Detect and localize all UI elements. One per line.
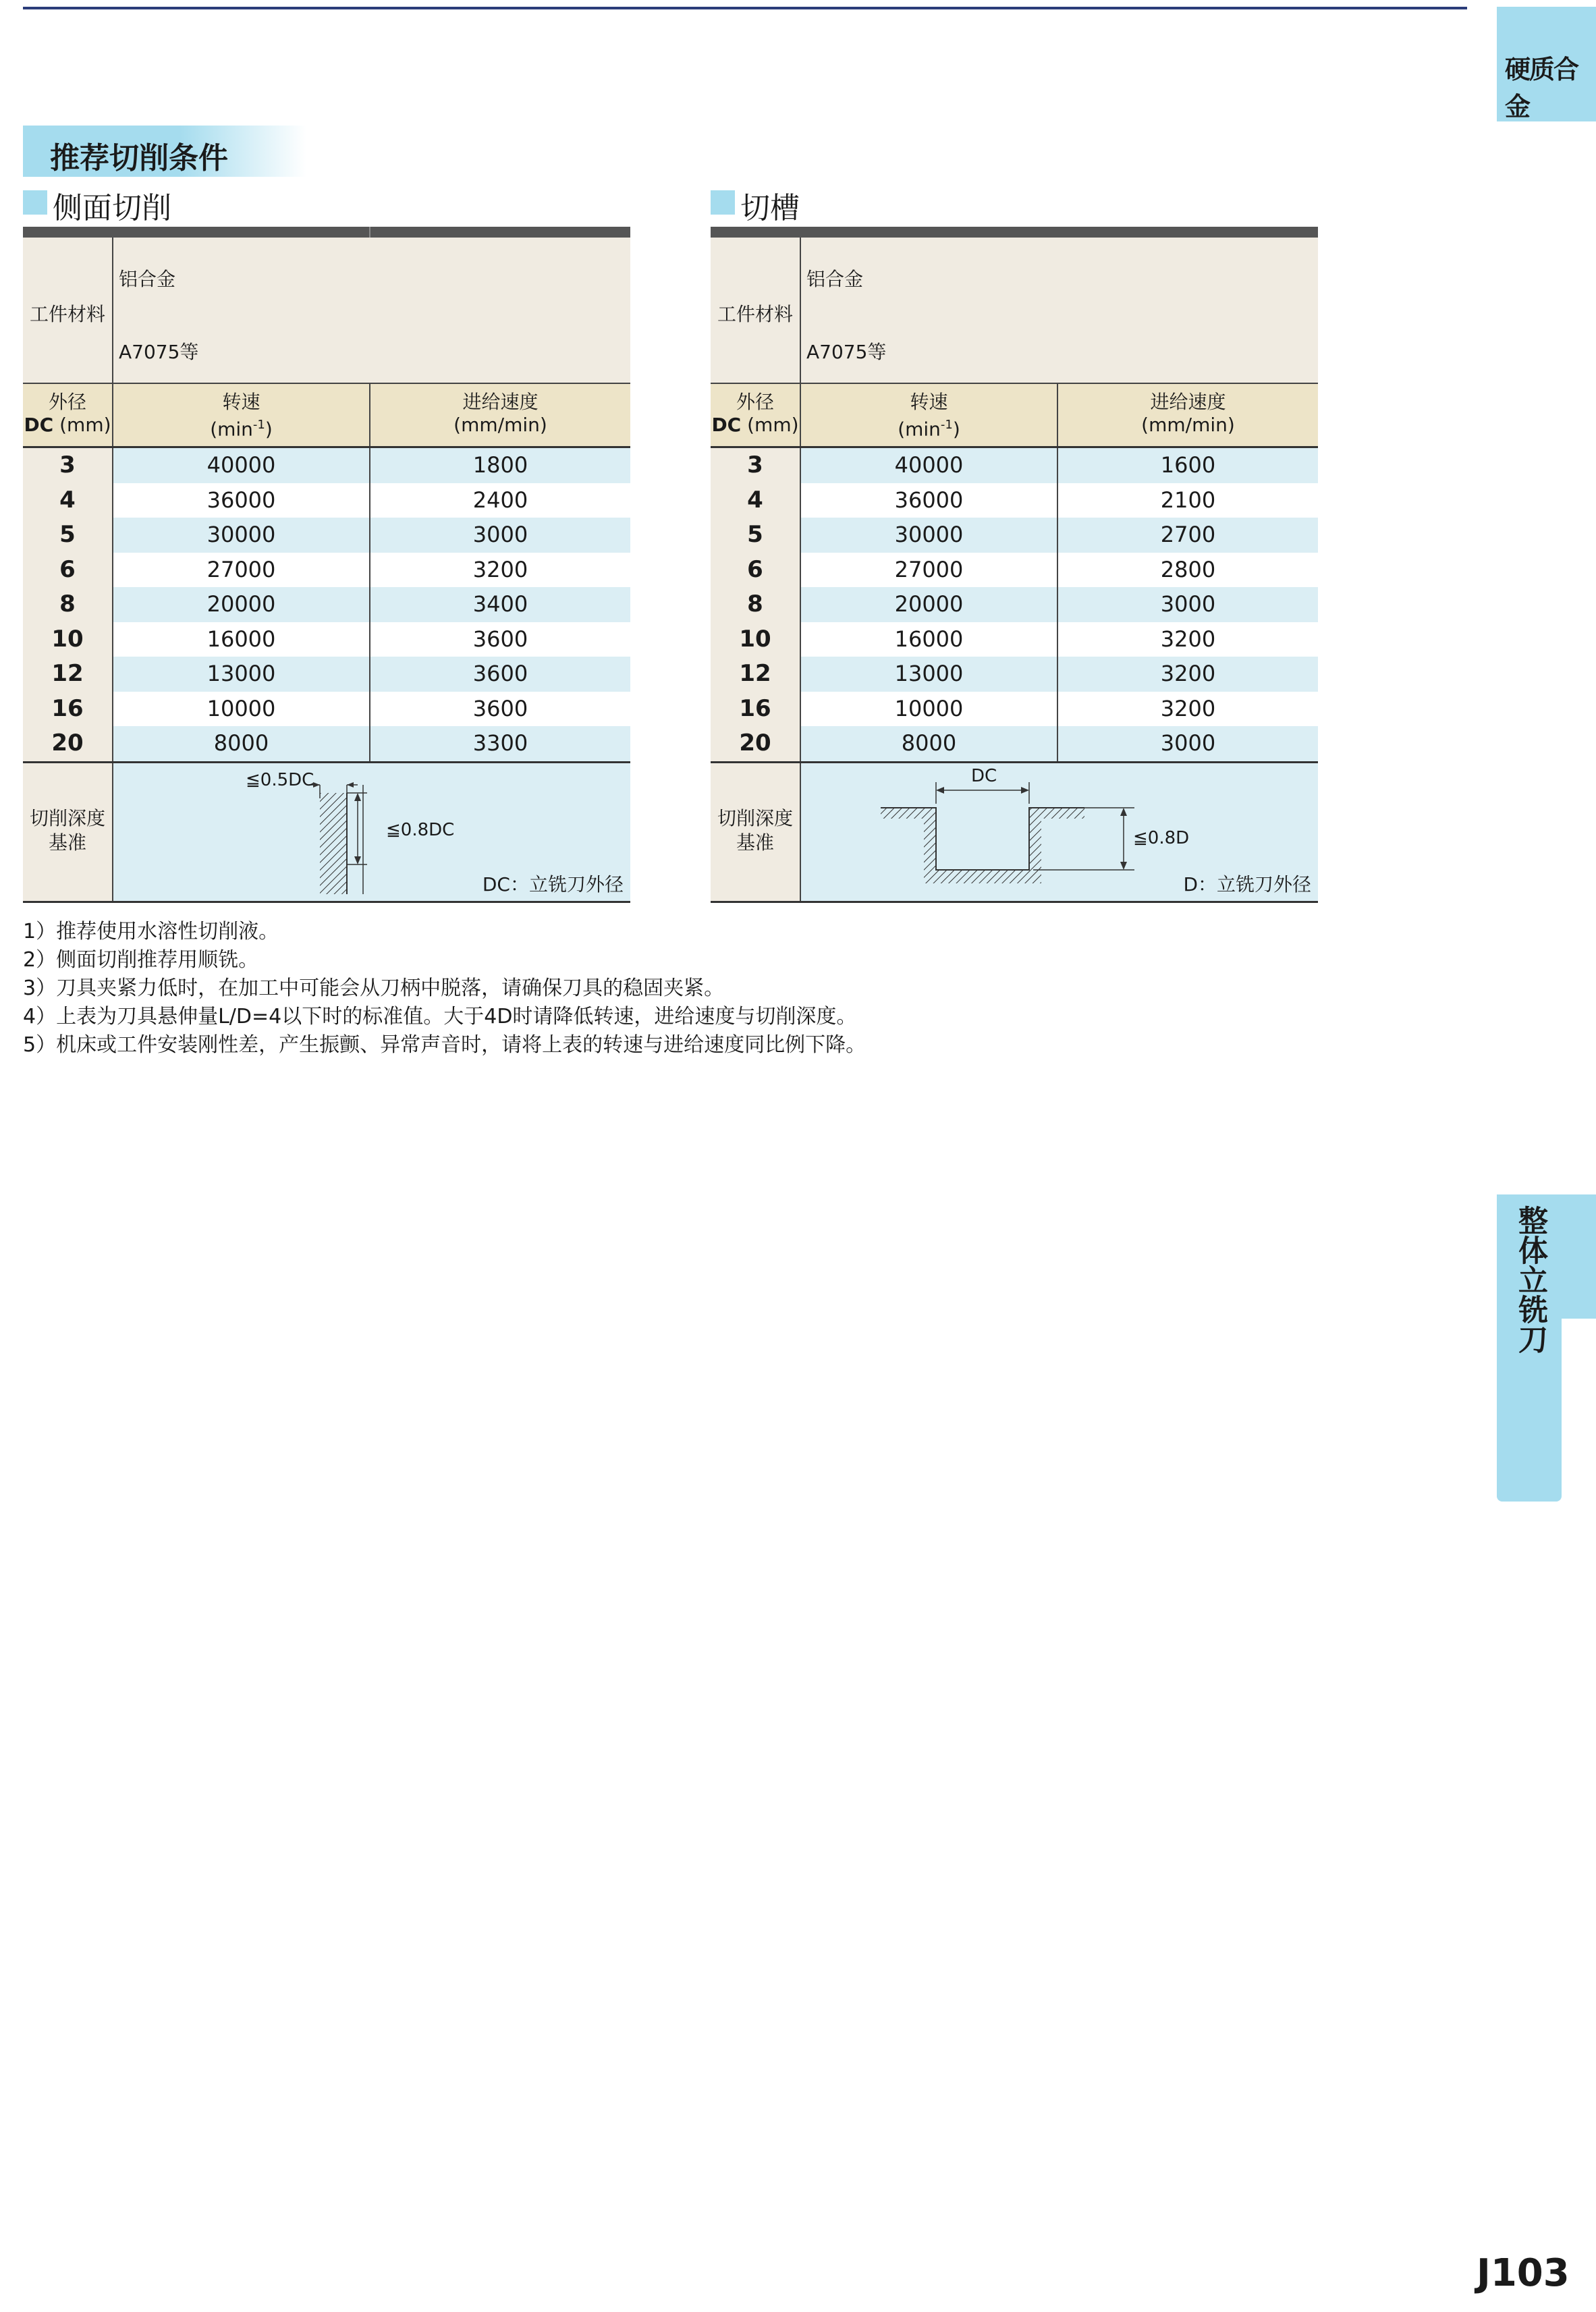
cell-feed: 3400: [370, 587, 630, 622]
depth-label: 切削深度: [29, 806, 105, 829]
cell-diameter: 12: [23, 657, 113, 692]
col-speed-unit-close: ): [952, 418, 960, 441]
col-diameter-label: 外径: [48, 391, 86, 413]
table-row: [23, 518, 630, 553]
table-row: [711, 448, 1318, 483]
cell-speed: 36000: [801, 483, 1058, 518]
section-title: [23, 126, 306, 177]
table-row: [23, 587, 630, 622]
cell-diameter: 16: [23, 692, 113, 727]
material-name: 铝合金: [119, 268, 176, 290]
cell-speed: 20000: [113, 587, 370, 622]
material-name: 铝合金: [806, 268, 864, 290]
cell-diameter: 3: [711, 448, 801, 483]
slot-diagram: [801, 763, 1318, 901]
cell-feed: 3200: [1058, 657, 1318, 692]
table-header: [711, 384, 1318, 448]
depth-reference-row: [711, 763, 1318, 903]
cell-speed: 40000: [801, 448, 1058, 483]
table-row: [23, 483, 630, 518]
col-speed-unit-exp: -1: [252, 418, 265, 432]
table-top-bar: [23, 227, 630, 238]
subtitle-label: 侧面切削: [53, 191, 171, 225]
cell-speed: 10000: [801, 692, 1058, 727]
page-number: J103: [1477, 2251, 1570, 2295]
cell-diameter: 12: [711, 657, 801, 692]
side-tab-label: 整体立铣刀: [1513, 1205, 1547, 1354]
section-title-text: 推荐切削条件: [50, 141, 228, 175]
cell-feed: 1800: [370, 448, 630, 483]
material-row: [711, 238, 1318, 384]
cell-speed: 36000: [113, 483, 370, 518]
cell-diameter: 4: [711, 483, 801, 518]
cell-diameter: 5: [23, 518, 113, 553]
table-top-bar: [711, 227, 1318, 238]
material-label: 工件材料: [717, 303, 793, 325]
note-item: 4）上表为刀具悬伸量L/D=4以下时的标准值。大于4D时请降低转速，进给速度与切削深度。: [23, 1005, 857, 1028]
table-slotting: [711, 227, 1318, 903]
table-row: [711, 553, 1318, 588]
table-row: [711, 622, 1318, 657]
depth-dimension-label: ≦0.8D: [1133, 827, 1190, 848]
top-rule: [23, 7, 1467, 9]
col-feed-unit: (mm/min): [1141, 414, 1235, 436]
category-tab-carbide[interactable]: [1497, 7, 1596, 121]
cell-diameter: 10: [23, 622, 113, 657]
cell-speed: 40000: [113, 448, 370, 483]
table-row: [711, 692, 1318, 727]
table-row: [23, 692, 630, 727]
cell-diameter: 5: [711, 518, 801, 553]
table-row: [23, 622, 630, 657]
cell-diameter: 6: [23, 553, 113, 588]
cell-speed: 13000: [113, 657, 370, 692]
side-cut-diagram: [113, 763, 630, 901]
cell-diameter: 16: [711, 692, 801, 727]
cell-speed: 27000: [801, 553, 1058, 588]
cell-diameter: 10: [711, 622, 801, 657]
cell-feed: 3000: [1058, 726, 1318, 761]
cell-feed: 3200: [1160, 695, 1216, 721]
col-diameter-unit: (mm): [53, 414, 111, 436]
material-row: [23, 238, 630, 384]
cell-speed: 8000: [113, 726, 370, 761]
depth-label-2: 基准: [736, 831, 774, 854]
cell-speed: 13000: [801, 657, 1058, 692]
cell-diameter: 6: [711, 553, 801, 588]
col-feed-label: 进给速度: [1150, 391, 1226, 413]
col-speed-label: 转速: [910, 391, 948, 413]
cell-feed: 3200: [1160, 626, 1216, 652]
note-item: 1）推荐使用水溶性切削液。: [23, 920, 279, 943]
col-speed-label: 转速: [222, 391, 260, 413]
square-marker-icon: [711, 190, 735, 215]
subtitle-label: 切槽: [740, 191, 800, 225]
col-diameter-unit: (mm): [741, 414, 799, 436]
cell-feed: 1600: [1058, 448, 1318, 483]
cell-feed: 2700: [1058, 518, 1318, 553]
depth-reference-row: [23, 763, 630, 903]
category-tab-label: 硬质合金: [1505, 55, 1578, 121]
cell-feed: 3000: [370, 518, 630, 553]
table-row: [711, 518, 1318, 553]
cell-speed: 16000: [801, 622, 1058, 657]
material-grade: A7075等: [806, 341, 887, 363]
table-row: [23, 726, 630, 761]
table-row: [711, 587, 1318, 622]
col-speed-unit: (min: [210, 418, 253, 441]
table-row: [23, 657, 630, 692]
cell-speed: 27000: [113, 553, 370, 588]
depth-dimension-label: ≦0.8DC: [386, 819, 455, 840]
width-dimension-label: ≦0.5DC: [246, 769, 314, 790]
cell-diameter: 8: [711, 587, 801, 622]
cell-speed: 20000: [801, 587, 1058, 622]
cell-feed: 2800: [1160, 556, 1216, 582]
material-label: 工件材料: [29, 303, 105, 325]
depth-label: 切削深度: [717, 806, 793, 829]
square-marker-icon: [23, 190, 47, 215]
col-feed-unit: (mm/min): [453, 414, 547, 436]
cell-feed: 3000: [1058, 587, 1318, 622]
notes-list: [23, 918, 866, 1059]
cell-feed: 3200: [472, 556, 528, 582]
cell-diameter: 20: [711, 726, 801, 761]
width-dimension-label: DC: [971, 765, 997, 786]
col-feed-label: 进给速度: [462, 391, 539, 413]
note-item: 2）侧面切削推荐用顺铣。: [23, 948, 259, 972]
diagram-note: D：立铣刀外径: [1183, 873, 1311, 896]
col-speed-unit-exp: -1: [940, 418, 953, 432]
table-row: [23, 553, 630, 588]
col-diameter-symbol: DC: [24, 414, 54, 436]
cell-feed: 2400: [472, 487, 528, 513]
note-item: 3）刀具夹紧力低时，在加工中可能会从刀柄中脱落，请确保刀具的稳固夹紧。: [23, 976, 725, 1000]
cell-diameter: 20: [23, 726, 113, 761]
table-row: [711, 483, 1318, 518]
col-diameter-label: 外径: [736, 391, 774, 413]
cell-feed: 3600: [472, 695, 528, 721]
table-row: [711, 726, 1318, 761]
cell-feed: 2100: [1160, 487, 1216, 513]
col-speed-unit-close: ): [265, 418, 273, 441]
cell-speed: 30000: [113, 518, 370, 553]
cell-diameter: 4: [23, 483, 113, 518]
diagram-note: DC：立铣刀外径: [482, 873, 624, 896]
note-item: 5）机床或工件安装刚性差，产生振颤、异常声音时，请将上表的转速与进给速度同比例下降。: [23, 1033, 866, 1057]
cell-speed: 30000: [801, 518, 1058, 553]
cell-feed: 3600: [472, 626, 528, 652]
col-diameter-symbol: DC: [711, 414, 742, 436]
material-grade: A7075等: [119, 341, 199, 363]
cell-speed: 8000: [801, 726, 1058, 761]
table-row: [23, 448, 630, 483]
table-side-milling: [23, 227, 630, 903]
depth-label-2: 基准: [48, 831, 86, 854]
col-speed-unit: (min: [898, 418, 941, 441]
cell-speed: 16000: [113, 622, 370, 657]
cell-diameter: 8: [23, 587, 113, 622]
cell-speed: 10000: [113, 692, 370, 727]
table-row: [711, 657, 1318, 692]
cell-feed: 3600: [370, 657, 630, 692]
table-header: [23, 384, 630, 448]
cell-diameter: 3: [23, 448, 113, 483]
cell-feed: 3300: [370, 726, 630, 761]
